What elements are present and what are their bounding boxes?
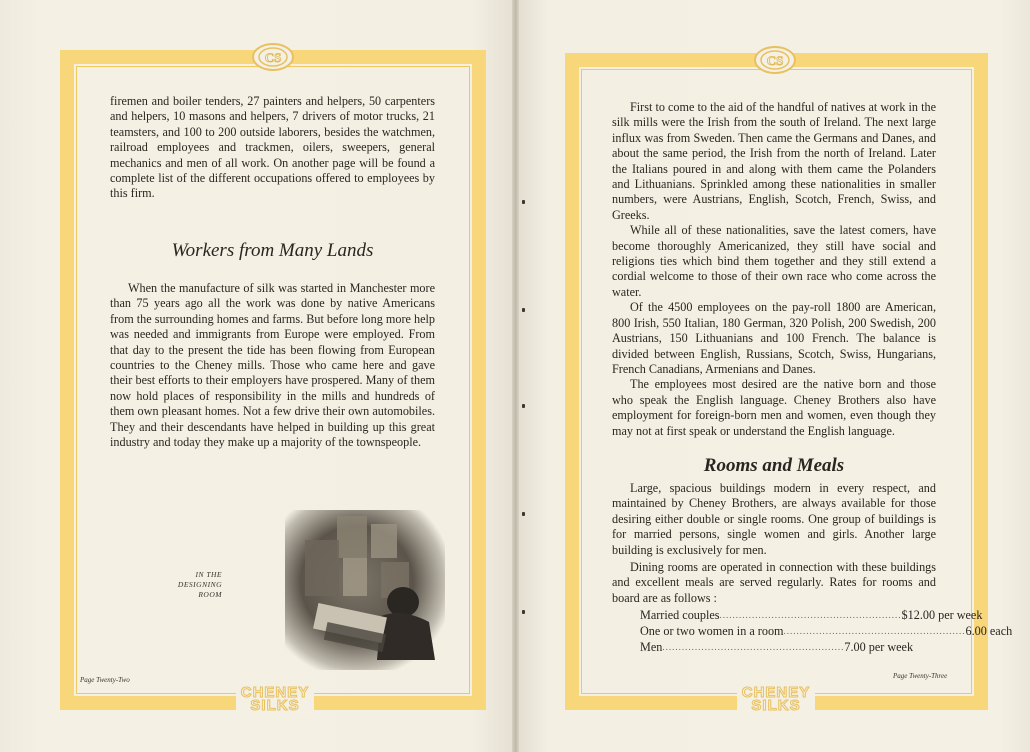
rate-row: One or two women in a room ........................................................ 6.00 each [640,624,1013,638]
photo-caption: IN THE DESIGNING ROOM [177,570,222,599]
page-number: Page Twenty-Two [80,676,130,684]
svg-text:CS: CS [264,50,282,65]
designing-room-photo [285,510,445,670]
binding-staple [522,404,525,408]
binding-staple [522,610,525,614]
book-gutter [512,0,519,752]
cs-monogram-icon [753,45,797,75]
page-number: Page Twenty-Three [893,672,948,680]
workers-paragraph: When the manufacture of silk was started in Manchester more than 75 years ago all the work was done by native Americans from the surrounding homes and farms. But before long more help was needed and immigrants from Europe were employed. From that day to the present the tide has been flowing from European countries to the Cheney mills. Those who came here and gave their best efforts to their employers have prospered. Many of them now hold places of responsibility in the mills and hundreds of them own pleasant homes. Not a few drive their own automobiles. They and their descendants have helped in building up this great industry and today they make up a majority of the townspeople. [110,281,435,450]
rooms-paragraphs: Large, spacious buildings modern in every respect, and maintained by Cheney Brothers, are always available for those desiring either double or single rooms. One group of buildings is for married persons, single women and girls. Another large building is exclusively for men. Dining rooms are operated in connection with these buildings and excellent meals are served regularly. Rates for rooms and board are as follows : [612,481,936,605]
cheney-silks-logo: CHENEY SILKS [236,686,314,716]
binding-staple [522,308,525,312]
intro-paragraph: firemen and boiler tenders, 27 painters and helpers, 50 carpenters and helpers, 10 masons and helpers, 7 drivers of motor trucks, 21 teamsters, and 100 to 200 outside laborers, besides the watchmen, railroad employees and trackmen, oilers, sweepers, general mechanics and men of all work. On another page will be found a complete list of the different occupations offered to employees by this firm. [110,94,435,201]
section-heading-rooms: Rooms and Meals [703,455,845,476]
rate-row: Men ........................................................ 7.00 per week [640,640,914,654]
cs-monogram-icon [251,42,295,72]
right-paragraphs: First to come to the aid of the handful of natives at work in the silk mills were the Irish from the south of Ireland. The next large influx was from Sweden. Then came the Germans and Danes, and about the same period, the Irish from the north of Ireland. Later the Italians poured in and along with them came the Polanders and Lithuanians. Sprinkled among these nationalities in smaller numbers, were Austrians, English, Scotch, French, Swiss, and Greeks. While all of these nationalities, save the latest comers, have become thoroughly Americanized, they still have social and religions ties which bind them together and they still extend a cordial welcome to those of their own race who come across the water. Of the 4500 employees on the pay-roll 1800 are American, 800 Irish, 550 Italian, 180 German, 320 Polish, 200 Swedish, 200 Austrians, 150 Lithuanians and 100 French. The balance is divided between English, Russians, Scotch, Swiss, Hungarians, French Canadians, Armenians and Danes. The employees most desired are the native born and those who speak the English language. Cheney Brothers also have employment for foreign-born men and women, even though they may not at first speak or understand the English language. [612,100,936,438]
rates-table [640,607,1013,655]
binding-staple [522,200,525,204]
section-heading-workers: Workers from Many Lands [171,240,374,261]
svg-text:CS: CS [766,53,784,68]
binding-staple [522,512,525,516]
cheney-silks-logo: CHENEY SILKS [737,686,815,716]
rate-row: Married couples ........................................................ $12.00 per week [640,608,983,622]
